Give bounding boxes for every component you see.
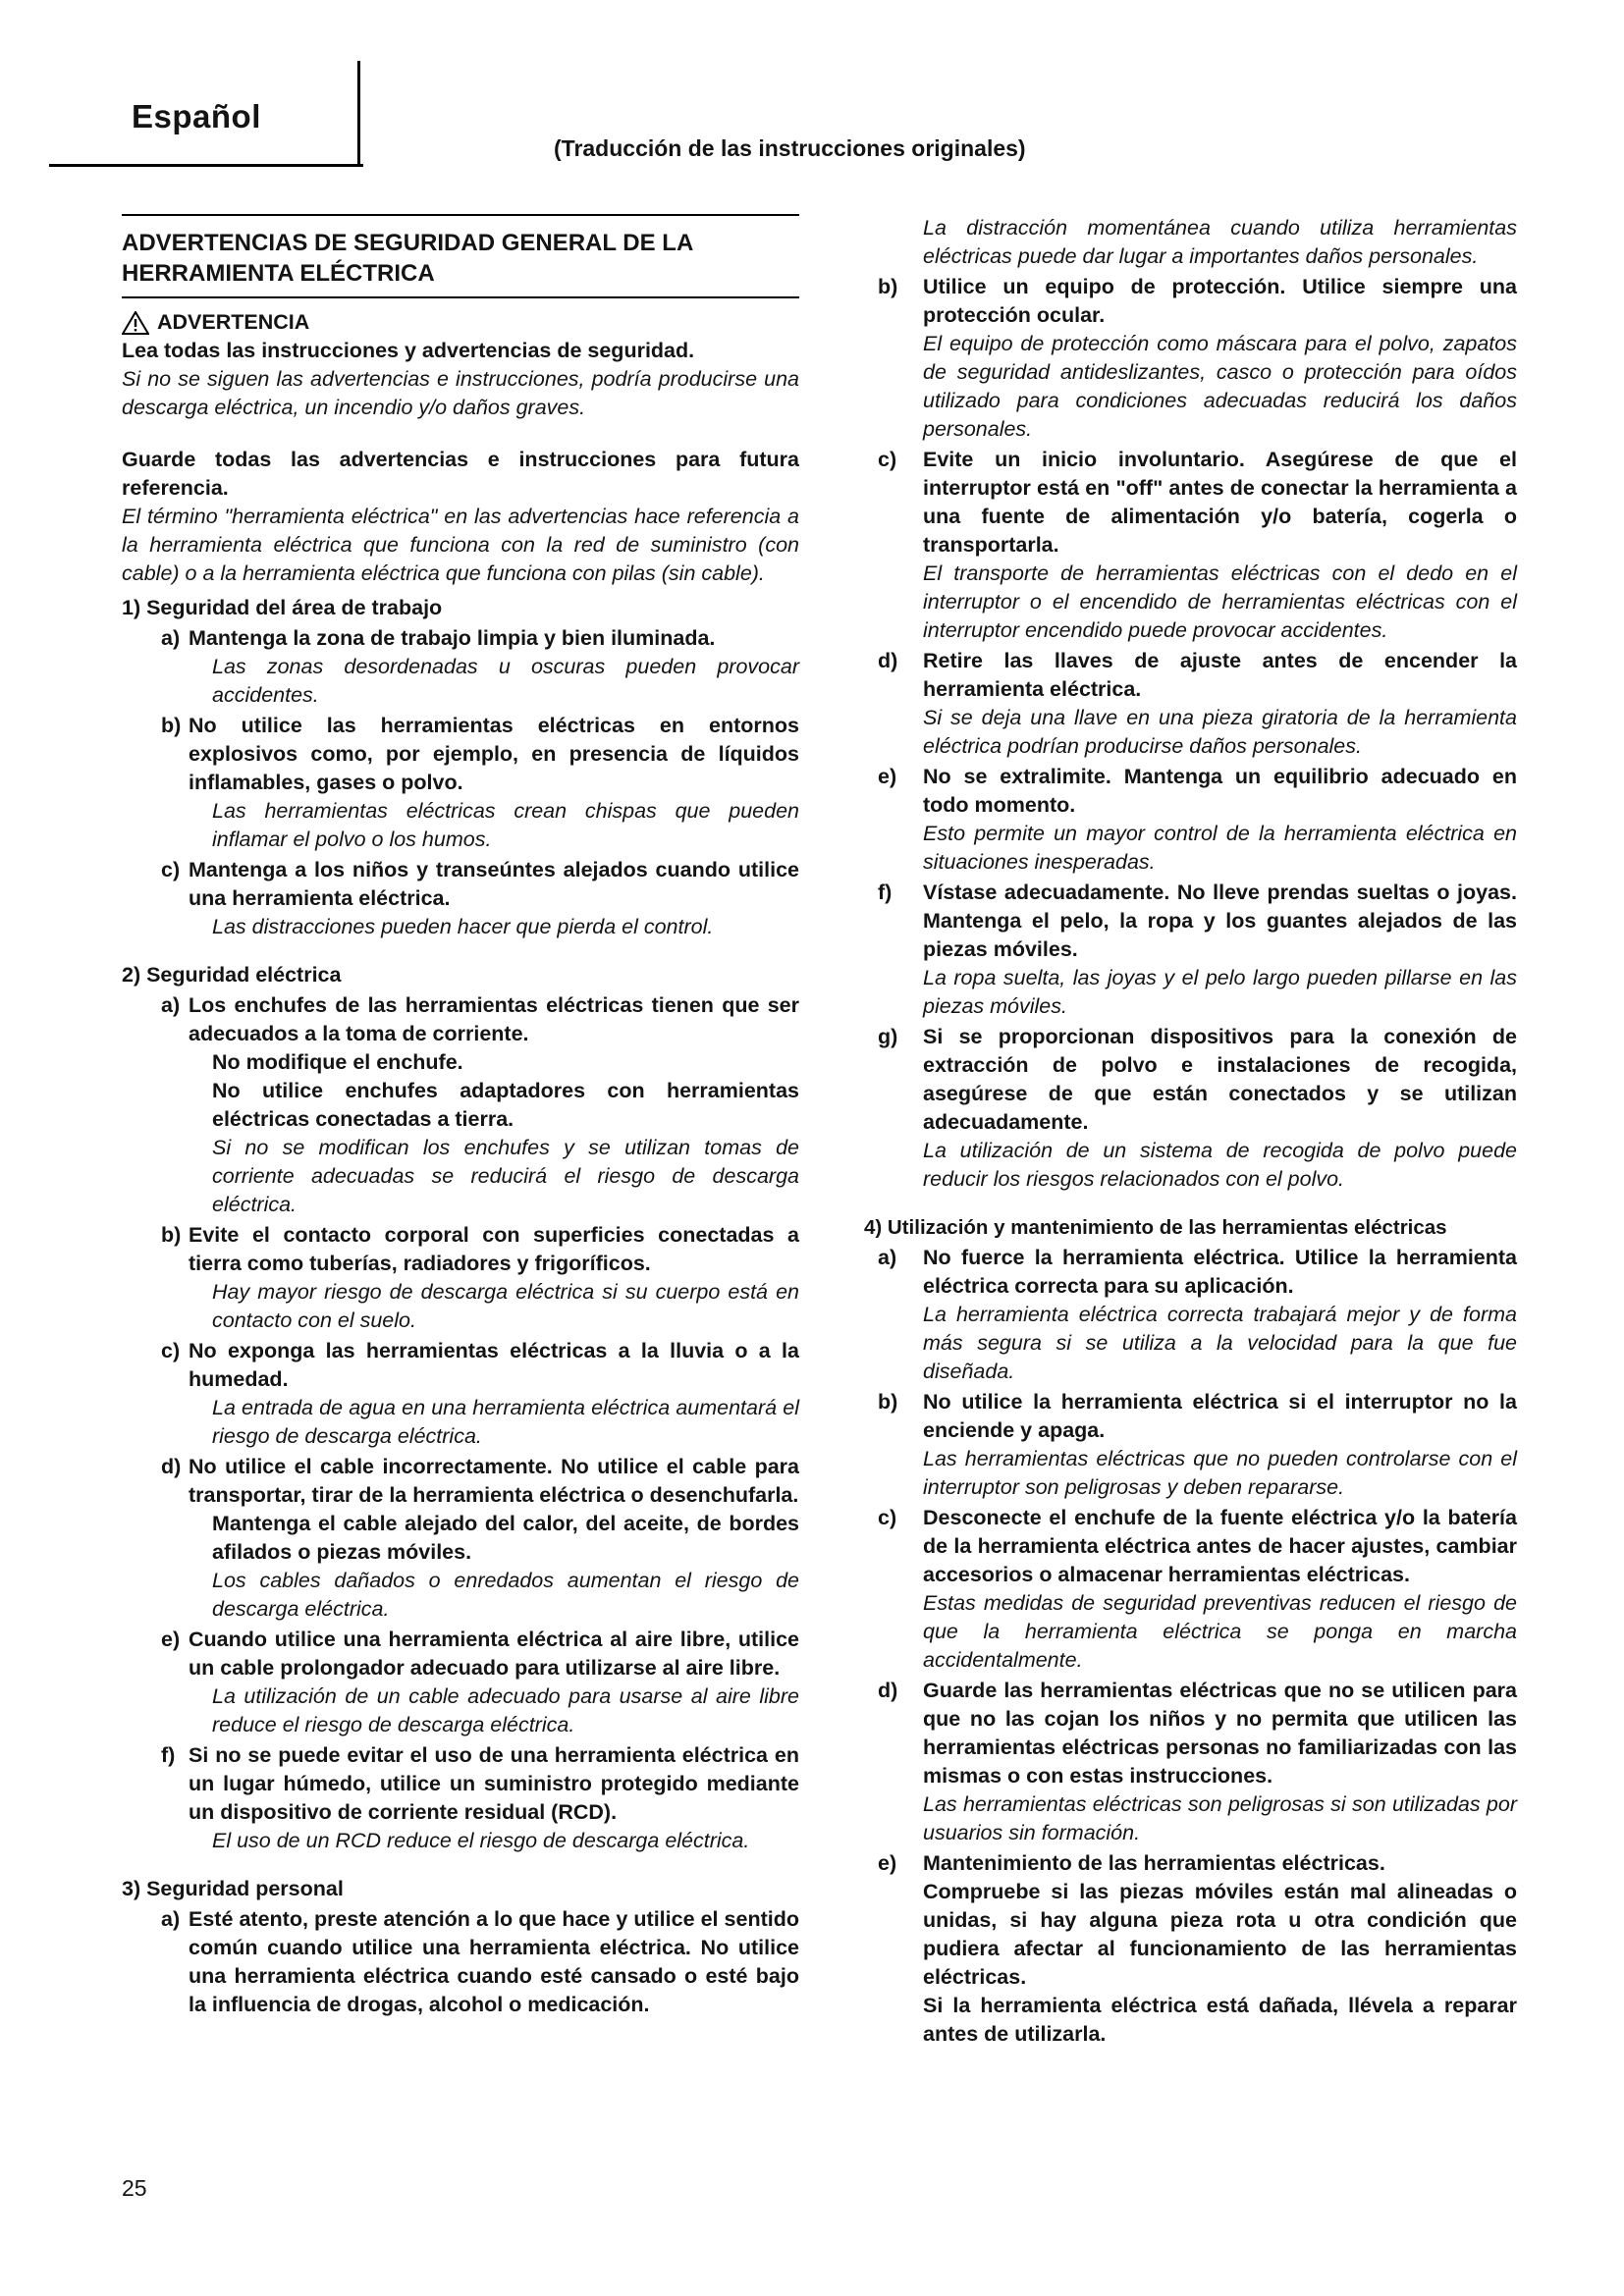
list-item-3a: a) Esté atento, preste atención a lo que hace y utilice el sentido común cuando utilice una herramienta eléctrica. No utilice una herramienta eléctrica cuando esté cansado o esté bajo la influencia de drogas, alcohol o medicación. — [161, 1907, 799, 2016]
list-item-3g: g) Si se proporcionan dispositivos para la conexión de extracción de polvo e instalaciones de recogida, asegúrese de que están conectados y se utilizan adecuadamente. La utilización de un sistema de recogida de polvo puede reducir los riesgos relacionados con el polvo. — [878, 1025, 1517, 1191]
keep-instructions: Guarde todas las advertencias e instrucciones para futura referencia. — [122, 448, 799, 500]
list-item-4b: b) No utilice la herramienta eléctrica si el interruptor no la enciende y apaga. Las herramientas eléctricas que no pueden controlarse con el interruptor son peligrosas y deben repararse. — [878, 1390, 1517, 1499]
right-column — [864, 214, 1517, 2049]
list-item-3b: b) Utilice un equipo de protección. Utilice siempre una protección ocular. El equipo de protección como máscara para el polvo, zapatos de seguridad antideslizantes, casco o protección para oídos utilizado para condiciones adecuadas reducirá los daños personales. — [878, 275, 1517, 441]
language-tab — [49, 61, 360, 167]
section-2-title: 2) Seguridad eléctrica — [122, 963, 342, 987]
list-item-4d: d) Guarde las herramientas eléctricas que no se utilicen para que no las cojan los niños y no permita que utilicen las herramientas eléctricas personas no familiarizadas con las mismas o con estas instrucciones. Las herramientas eléctricas son peligrosas si son utilizadas por usuarios sin formación. — [878, 1679, 1517, 1844]
language-label: Español — [132, 98, 261, 134]
list-item-4a: a) No fuerce la herramienta eléctrica. Utilice la herramienta eléctrica correcta para su aplicación. La herramienta eléctrica correcta trabajará mejor y de forma más segura si se utiliza a la velocidad para la que fue diseñada. — [878, 1246, 1517, 1383]
list-item-1a: a) Mantenga la zona de trabajo limpia y bien iluminada. Las zonas desordenadas u oscuras pueden provocar accidentes. — [161, 626, 799, 707]
section-heading — [122, 214, 799, 298]
warning-triangle-icon — [122, 311, 149, 335]
list-item-2b: b) Evite el contacto corporal con superficies conectadas a tierra como tuberías, radiadores y frigoríficos. Hay mayor riesgo de descarga eléctrica si su cuerpo está en contacto con el suelo. — [161, 1223, 799, 1332]
section-4-title: 4) Utilización y mantenimiento de las herramientas eléctricas — [864, 1216, 1447, 1239]
list-item-1b: b) No utilice las herramientas eléctricas en entornos explosivos como, por ejemplo, en presencia de líquidos inflamables, gases o polvo. Las herramientas eléctricas crean chispas que pueden inflamar el polvo o los humos. — [161, 714, 799, 851]
list-item-1c: c) Mantenga a los niños y transeúntes alejados cuando utilice una herramienta eléctrica. Las distracciones pueden hacer que pierda el control. — [161, 858, 799, 938]
list-item-2c: c) No exponga las herramientas eléctricas a la lluvia o a la humedad. La entrada de agua en una herramienta eléctrica aumentará el riesgo de descarga eléctrica. — [161, 1339, 799, 1448]
page-subtitle: (Traducción de las instrucciones originales) — [554, 135, 1026, 161]
list-item-3e: e) No se extralimite. Mantenga un equilibrio adecuado en todo momento. Esto permite un mayor control de la herramienta eléctrica en situaciones inesperadas. — [878, 765, 1517, 874]
section-1-title: 1) Seguridad del área de trabajo — [122, 596, 443, 619]
list-item-3d: d) Retire las llaves de ajuste antes de encender la herramienta eléctrica. Si se deja una llave en una pieza giratoria de la herramienta eléctrica podrían producirse daños personales. — [878, 649, 1517, 758]
section-title-line-2: HERRAMIENTA ELÉCTRICA — [122, 260, 435, 287]
section-title-line-1: ADVERTENCIAS DE SEGURIDAD GENERAL DE LA — [122, 230, 694, 256]
list-item-3c: c) Evite un inicio involuntario. Asegúrese de que el interruptor está en "off" antes de conectar la herramienta a una fuente de alimentación y/o batería, cogerla o transportarla. El transporte de herramientas eléctricas con el dedo en el interruptor o el encendido de herramientas eléctricas con el interruptor encendido puede provocar accidentes. — [878, 448, 1517, 642]
tab-divider-horizontal — [49, 164, 363, 167]
list-item-3a-note: La distracción momentánea cuando utiliza herramientas eléctricas puede dar lugar a importantes daños personales. — [923, 216, 1517, 268]
tab-divider-vertical — [357, 61, 360, 167]
read-all-instructions: Lea todas las instrucciones y advertencias de seguridad. — [122, 339, 695, 362]
list-item-4c: c) Desconecte el enchufe de la fuente eléctrica y/o la batería de la herramienta eléctrica antes de hacer ajustes, cambiar accesorios o almacenar herramientas eléctricas. Estas medidas de seguridad preventivas reducen el riesgo de que la herramienta eléctrica se ponga en marcha accidentalmente. — [878, 1506, 1517, 1672]
page-number: 25 — [122, 2175, 147, 2201]
warning-heading — [122, 308, 799, 337]
list-item-2f: f) Si no se puede evitar el uso de una herramienta eléctrica en un lugar húmedo, utilice un suministro protegido mediante un dispositivo de corriente residual (RCD). El uso de un RCD reduce el riesgo de descarga eléctrica. — [161, 1743, 799, 1852]
list-item-4e: e) Mantenimiento de las herramientas eléctricas. Compruebe si las piezas móviles están mal alineadas o unidas, si hay alguna pieza rota u otra condición que pudiera afectar al funcionamiento de las herramientas eléctricas. Si la herramienta eléctrica está dañada, llévela a reparar antes de utilizarla. — [878, 1851, 1517, 2046]
power-tool-definition: El término "herramienta eléctrica" en las advertencias hace referencia a la herramienta eléctrica que funciona con la red de suministro (con cable) o a la herramienta eléctrica que funciona con pilas (sin cable). — [122, 505, 799, 585]
list-item-2d: d) No utilice el cable incorrectamente. No utilice el cable para transportar, tirar de la herramienta eléctrica o desenchufarla. Mantenga el cable alejado del calor, del aceite, de bordes afilados o piezas móviles. Los cables dañados o enredados aumentan el riesgo de descarga eléctrica. — [161, 1455, 799, 1621]
list-item-2e: e) Cuando utilice una herramienta eléctrica al aire libre, utilice un cable prolongador adecuado para utilizarse al aire libre. La utilización de un cable adecuado para usarse al aire libre reduce el riesgo de descarga eléctrica. — [161, 1628, 799, 1736]
section-3-title: 3) Seguridad personal — [122, 1877, 344, 1900]
left-column — [122, 214, 799, 2019]
list-item-3f: f) Vístase adecuadamente. No lleve prendas sueltas o joyas. Mantenga el pelo, la ropa y los guantes alejados de las piezas móviles. La ropa suelta, las joyas y el pelo largo pueden pillarse en las piezas móviles. — [878, 881, 1517, 1018]
read-all-note: Si no se siguen las advertencias e instrucciones, podría producirse una descarga eléctrica, un incendio y/o daños graves. — [122, 367, 799, 419]
list-item-2a: a) Los enchufes de las herramientas eléctricas tienen que ser adecuados a la toma de corriente. No modifique el enchufe. No utilice enchufes adaptadores con herramientas eléctricas conectadas a tierra. Si no se modifican los enchufes y se utilizan tomas de corriente adecuadas se reducirá el riesgo de descarga eléctrica. — [161, 993, 799, 1216]
warning-label: ADVERTENCIA — [157, 310, 310, 334]
